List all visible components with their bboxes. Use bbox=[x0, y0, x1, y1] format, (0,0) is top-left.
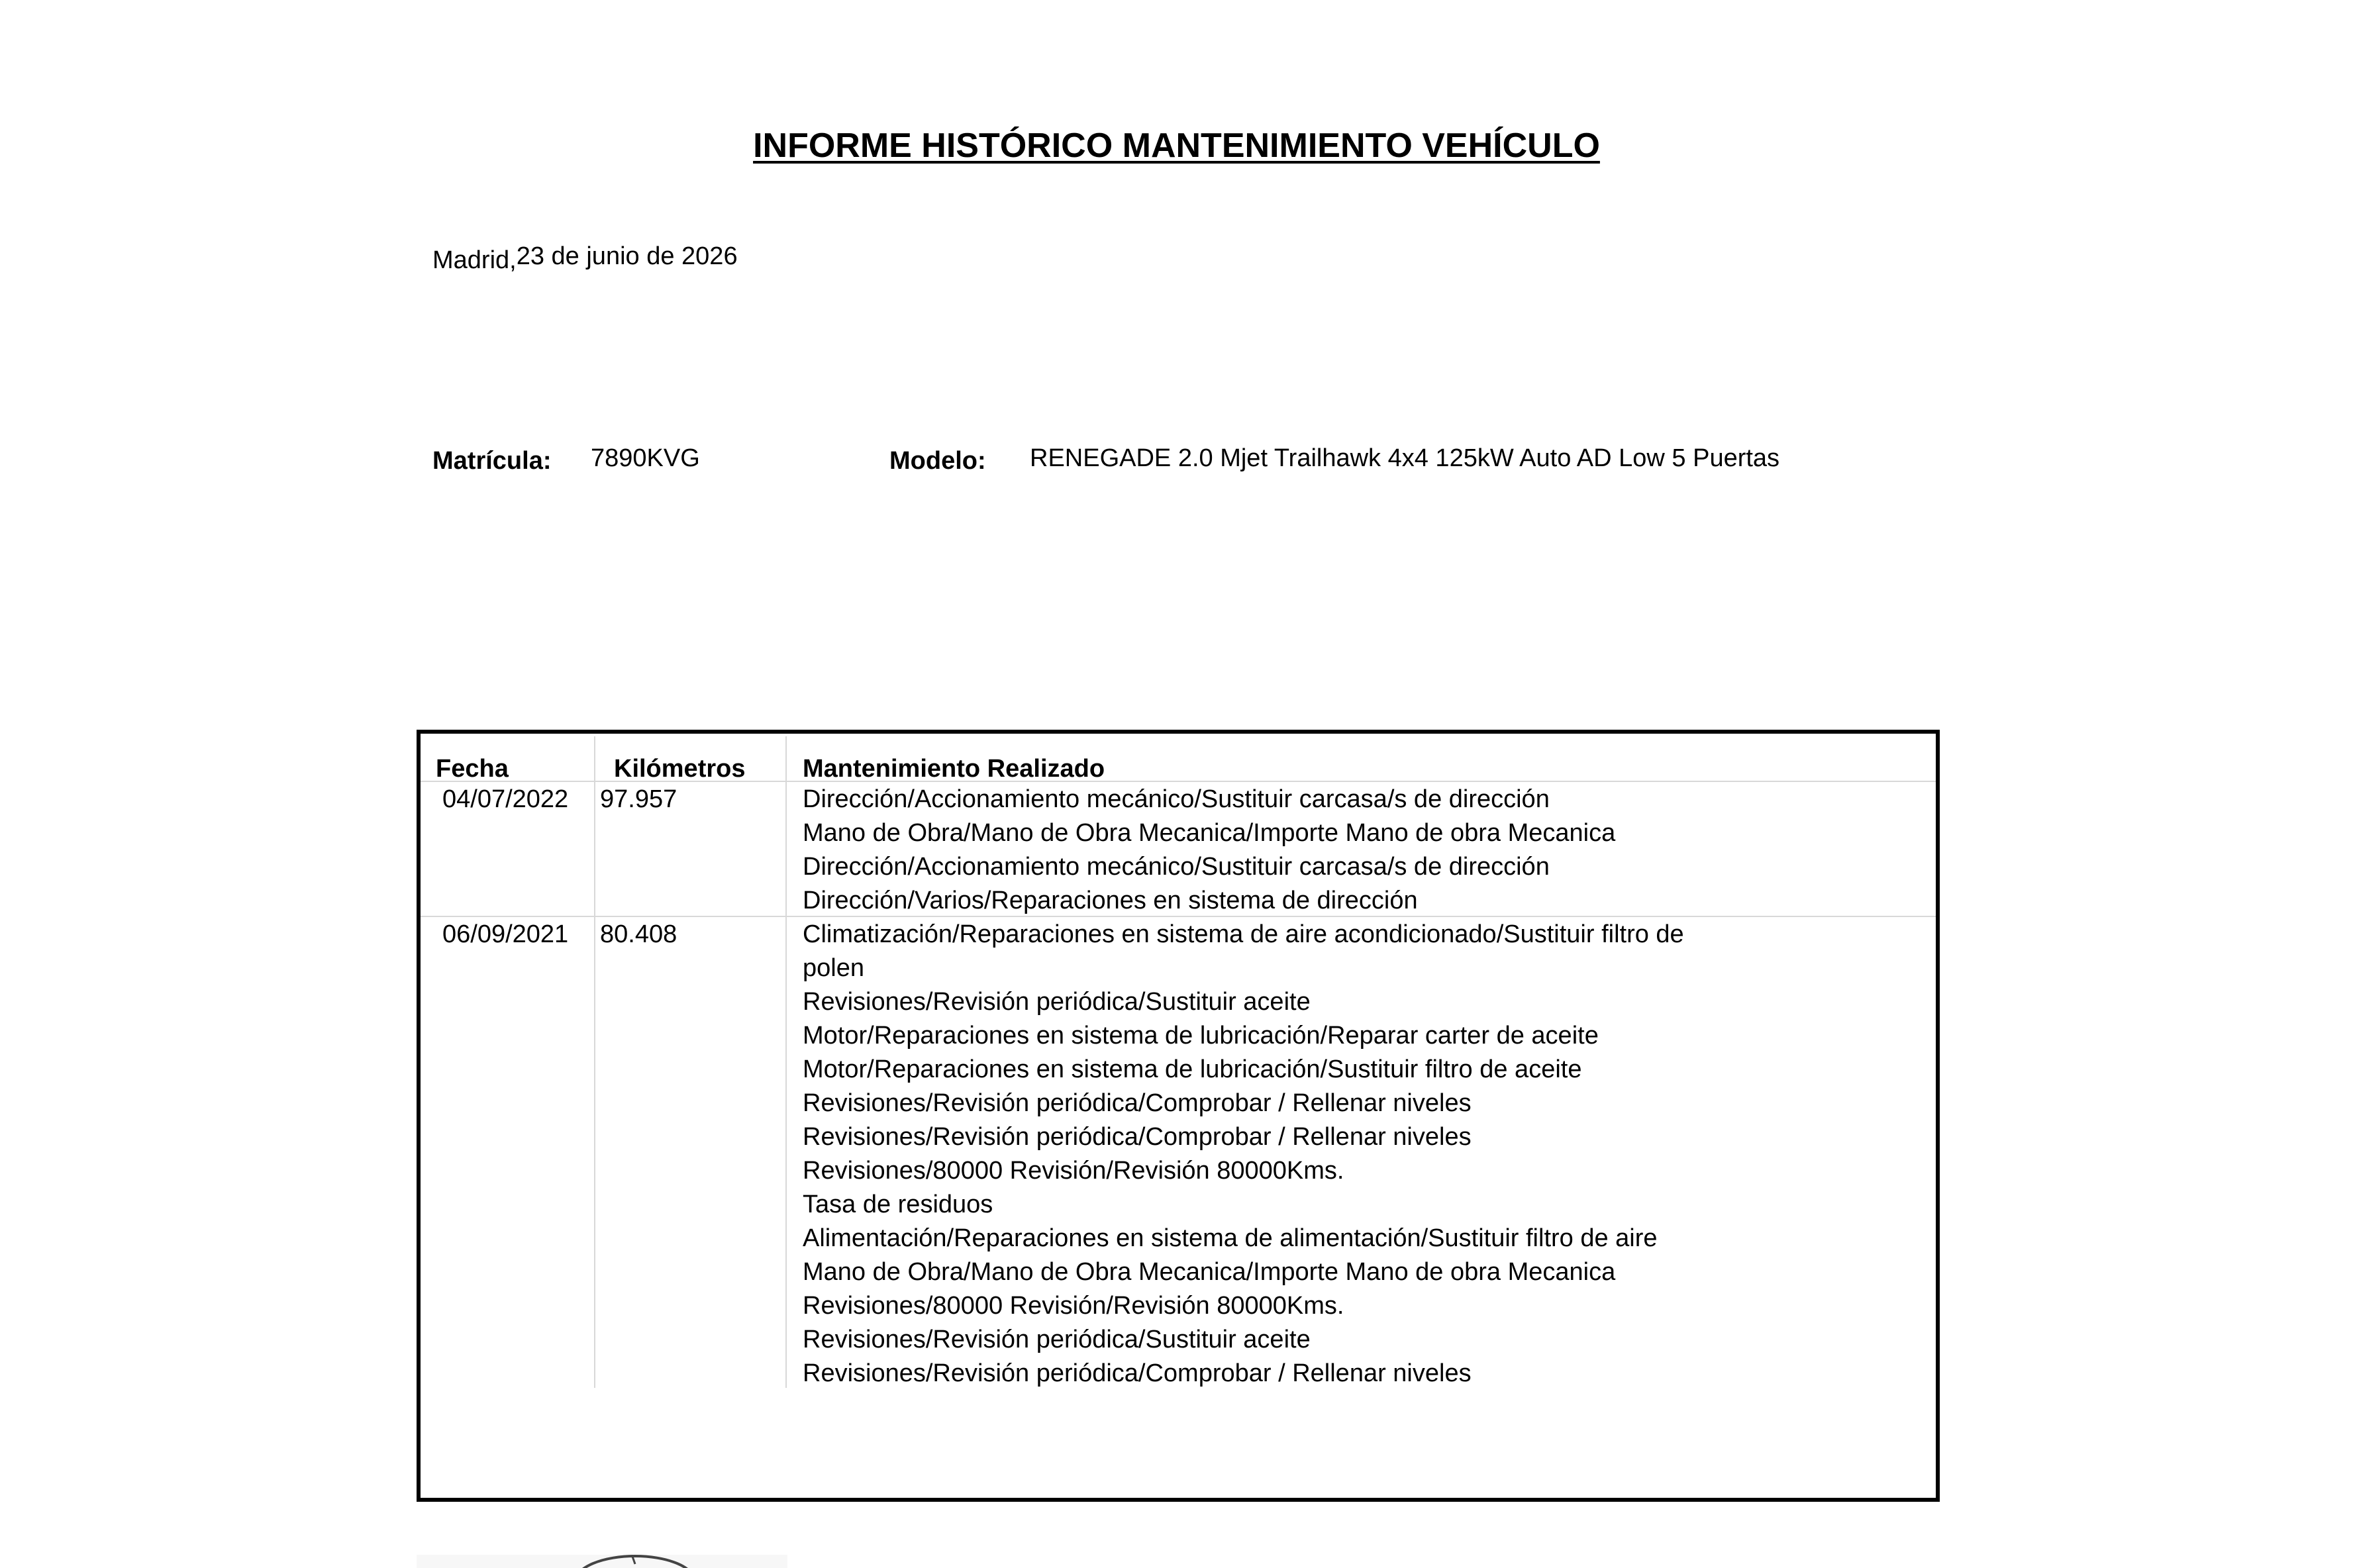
plate-value: 7890KVG bbox=[591, 444, 700, 472]
maintenance-item: Dirección/Accionamiento mecánico/Sustituir carcasa/s de dirección bbox=[803, 785, 1550, 813]
header-date: Fecha bbox=[436, 755, 509, 783]
model-value: RENEGADE 2.0 Mjet Trailhawk 4x4 125kW Auto AD Low 5 Puertas bbox=[1030, 444, 1780, 472]
header-maintenance: Mantenimiento Realizado bbox=[803, 755, 1105, 783]
row-km: 97.957 bbox=[600, 785, 677, 813]
maintenance-item: Revisiones/Revisión periódica/Comprobar / Rellenar niveles bbox=[803, 1089, 1472, 1117]
report-date: 23 de junio de 2026 bbox=[516, 242, 738, 270]
maintenance-item: polen bbox=[803, 954, 864, 982]
maintenance-item: Revisiones/80000 Revisión/Revisión 80000Kms. bbox=[803, 1292, 1344, 1320]
maintenance-item: Climatización/Reparaciones en sistema de aire acondicionado/Sustituir filtro de bbox=[803, 920, 1684, 948]
maintenance-item: Revisiones/80000 Revisión/Revisión 80000Kms. bbox=[803, 1157, 1344, 1185]
maintenance-item: Revisiones/Revisión periódica/Sustituir aceite bbox=[803, 1326, 1311, 1353]
column-divider bbox=[785, 736, 787, 1388]
maintenance-item: Revisiones/Revisión periódica/Comprobar / Rellenar niveles bbox=[803, 1123, 1472, 1151]
report-title: INFORME HISTÓRICO MANTENIMIENTO VEHÍCULO bbox=[753, 126, 1600, 165]
row-items bbox=[803, 920, 1928, 1397]
plate-label: Matrícula: bbox=[432, 447, 552, 475]
place-date bbox=[432, 242, 738, 274]
stamp-icon bbox=[417, 1555, 787, 1568]
maintenance-item: Mano de Obra/Mano de Obra Mecanica/Importe Mano de obra Mecanica bbox=[803, 819, 1616, 847]
row-date: 04/07/2022 bbox=[442, 785, 569, 813]
maintenance-item: Mano de Obra/Mano de Obra Mecanica/Importe Mano de obra Mecanica bbox=[803, 1258, 1616, 1286]
maintenance-item: Revisiones/Revisión periódica/Sustituir aceite bbox=[803, 988, 1311, 1016]
row-items bbox=[803, 785, 1928, 918]
column-divider bbox=[594, 736, 595, 1388]
maintenance-item: Dirección/Varios/Reparaciones en sistema de dirección bbox=[803, 887, 1418, 914]
maintenance-table bbox=[417, 730, 1940, 1502]
maintenance-item: Alimentación/Reparaciones en sistema de alimentación/Sustituir filtro de aire bbox=[803, 1224, 1658, 1252]
city: Madrid, bbox=[432, 246, 517, 274]
maintenance-item: Motor/Reparaciones en sistema de lubricación/Sustituir filtro de aceite bbox=[803, 1055, 1582, 1083]
row-date: 06/09/2021 bbox=[442, 920, 569, 948]
stamp-image bbox=[417, 1555, 787, 1568]
maintenance-item: Revisiones/Revisión periódica/Comprobar / Rellenar niveles bbox=[803, 1359, 1472, 1387]
model-label: Modelo: bbox=[889, 447, 986, 475]
header-km: Kilómetros bbox=[614, 755, 746, 783]
maintenance-item: Dirección/Accionamiento mecánico/Sustituir carcasa/s de dirección bbox=[803, 853, 1550, 881]
maintenance-item: Tasa de residuos bbox=[803, 1191, 993, 1218]
maintenance-item: Motor/Reparaciones en sistema de lubricación/Reparar carter de aceite bbox=[803, 1022, 1599, 1050]
row-km: 80.408 bbox=[600, 920, 677, 948]
